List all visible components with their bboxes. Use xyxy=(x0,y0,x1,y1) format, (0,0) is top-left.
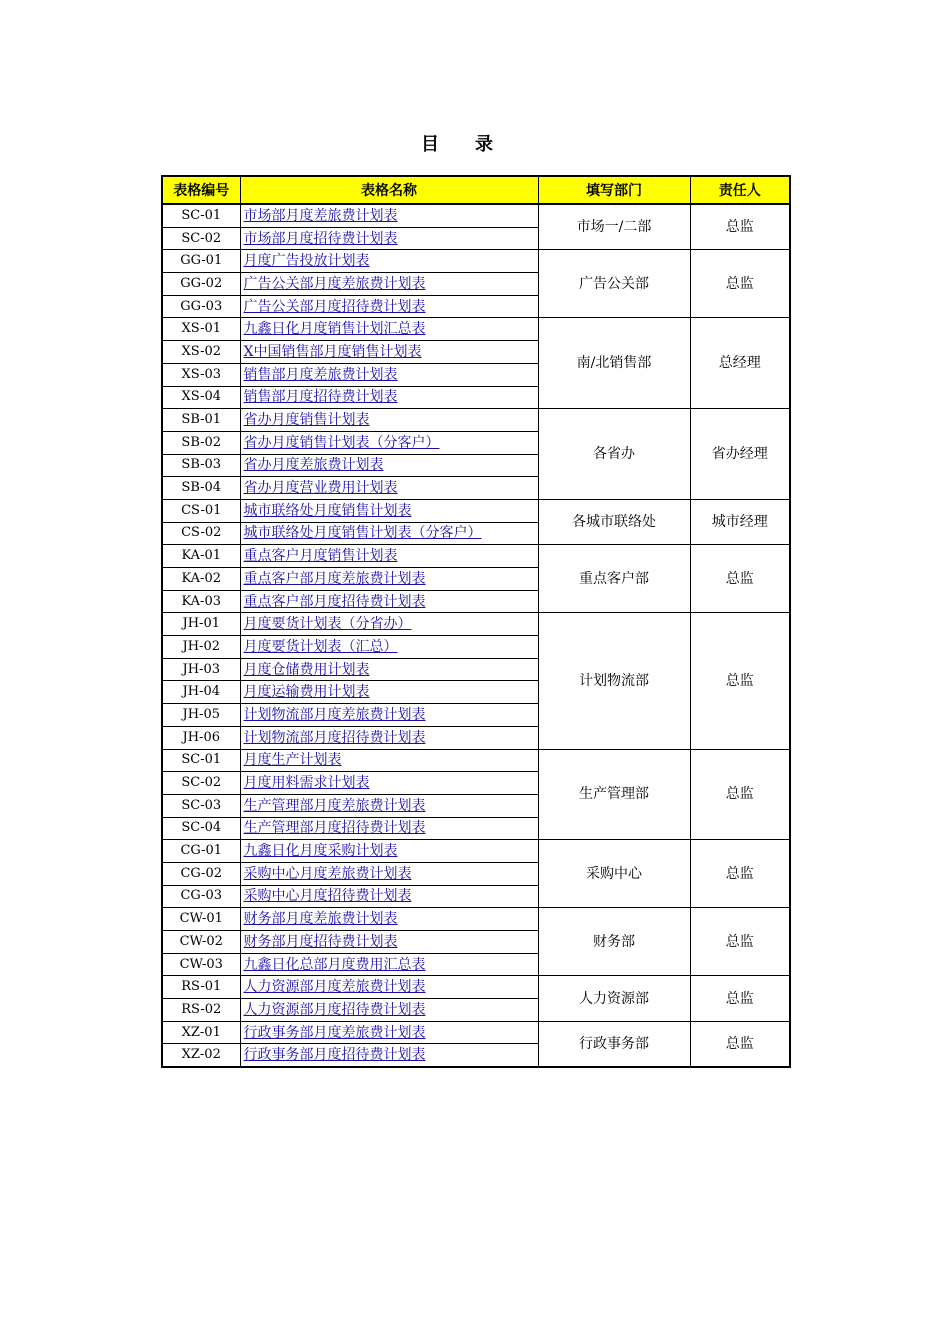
form-link[interactable]: X中国销售部月度销售计划表 xyxy=(243,343,422,360)
table-row xyxy=(162,908,790,931)
form-name-cell xyxy=(240,204,538,227)
form-link[interactable]: 市场部月度招待费计划表 xyxy=(243,230,398,247)
form-name-cell xyxy=(240,341,538,364)
form-code: SB-03 xyxy=(162,454,240,477)
page-title: 目录 xyxy=(421,134,529,155)
form-link[interactable]: 九鑫日化月度销售计划汇总表 xyxy=(243,321,426,338)
department-cell: 各城市联络处 xyxy=(538,499,690,544)
form-name-cell xyxy=(240,953,538,976)
form-code: XS-04 xyxy=(162,386,240,409)
department-cell: 市场一/二部 xyxy=(538,204,690,250)
owner-cell: 总监 xyxy=(690,749,790,840)
table-row xyxy=(162,545,790,568)
form-link[interactable]: 生产管理部月度招待费计划表 xyxy=(243,820,426,837)
form-name-cell xyxy=(240,681,538,704)
form-link[interactable]: 月度要货计划表（分省办） xyxy=(243,616,412,633)
form-name-cell xyxy=(240,613,538,636)
form-name-cell xyxy=(240,908,538,931)
form-link[interactable]: 人力资源部月度差旅费计划表 xyxy=(243,979,426,996)
table-row xyxy=(162,409,790,432)
owner-cell: 总监 xyxy=(690,613,790,749)
table-row xyxy=(162,749,790,772)
form-link[interactable]: 广告公关部月度差旅费计划表 xyxy=(243,275,426,292)
form-name-cell xyxy=(240,976,538,999)
form-name-cell xyxy=(240,885,538,908)
form-code: CG-02 xyxy=(162,862,240,885)
form-link[interactable]: 财务部月度招待费计划表 xyxy=(243,933,398,950)
form-link[interactable]: 计划物流部月度招待费计划表 xyxy=(243,729,426,746)
form-code: SC-02 xyxy=(162,227,240,250)
form-link[interactable]: 月度要货计划表（汇总） xyxy=(243,638,398,655)
table-row xyxy=(162,250,790,273)
form-name-cell xyxy=(240,409,538,432)
form-code: CW-03 xyxy=(162,953,240,976)
form-code: SB-01 xyxy=(162,409,240,432)
table-header-row xyxy=(162,176,790,204)
owner-cell: 总监 xyxy=(690,976,790,1021)
owner-cell: 总监 xyxy=(690,908,790,976)
form-link[interactable]: 人力资源部月度招待费计划表 xyxy=(243,1001,426,1018)
form-link[interactable]: 财务部月度差旅费计划表 xyxy=(243,911,398,928)
form-code: KA-01 xyxy=(162,545,240,568)
department-cell: 生产管理部 xyxy=(538,749,690,840)
form-code: XS-02 xyxy=(162,341,240,364)
department-cell: 财务部 xyxy=(538,908,690,976)
form-link[interactable]: 销售部月度招待费计划表 xyxy=(243,389,398,406)
form-name-cell xyxy=(240,363,538,386)
form-code: SC-03 xyxy=(162,794,240,817)
form-code: SB-02 xyxy=(162,431,240,454)
form-name-cell xyxy=(240,522,538,545)
table-row xyxy=(162,499,790,522)
form-name-cell xyxy=(240,318,538,341)
form-link[interactable]: 城市联络处月度销售计划表 xyxy=(243,502,412,519)
form-link[interactable]: 月度仓储费用计划表 xyxy=(243,661,370,678)
form-link[interactable]: 月度广告投放计划表 xyxy=(243,253,370,270)
owner-cell: 总监 xyxy=(690,250,790,318)
owner-cell: 总监 xyxy=(690,1021,790,1067)
department-cell: 广告公关部 xyxy=(538,250,690,318)
form-link[interactable]: 重点客户月度销售计划表 xyxy=(243,548,398,565)
owner-cell: 总监 xyxy=(690,545,790,613)
form-name-cell xyxy=(240,658,538,681)
form-code: CG-01 xyxy=(162,840,240,863)
form-link[interactable]: 省办月度差旅费计划表 xyxy=(243,457,384,474)
form-link[interactable]: 采购中心月度招待费计划表 xyxy=(243,888,412,905)
form-name-cell xyxy=(240,454,538,477)
department-cell: 采购中心 xyxy=(538,840,690,908)
department-cell: 行政事务部 xyxy=(538,1021,690,1067)
form-link[interactable]: 月度运输费用计划表 xyxy=(243,684,370,701)
form-link[interactable]: 省办月度营业费用计划表 xyxy=(243,480,398,497)
form-name-cell xyxy=(240,250,538,273)
form-code: RS-01 xyxy=(162,976,240,999)
form-link[interactable]: 重点客户部月度差旅费计划表 xyxy=(243,570,426,587)
form-name-cell xyxy=(240,273,538,296)
form-code: CW-01 xyxy=(162,908,240,931)
form-code: CG-03 xyxy=(162,885,240,908)
form-name-cell xyxy=(240,999,538,1022)
form-name-cell xyxy=(240,1021,538,1044)
form-link[interactable]: 月度用料需求计划表 xyxy=(243,775,370,792)
form-code: SC-01 xyxy=(162,749,240,772)
table-row xyxy=(162,1021,790,1044)
form-code: XZ-02 xyxy=(162,1044,240,1067)
form-code: GG-02 xyxy=(162,273,240,296)
owner-cell: 城市经理 xyxy=(690,499,790,544)
form-link[interactable]: 市场部月度差旅费计划表 xyxy=(243,207,398,224)
form-link[interactable]: 城市联络处月度销售计划表（分客户） xyxy=(243,525,482,542)
form-name-cell xyxy=(240,749,538,772)
form-name-cell xyxy=(240,545,538,568)
form-name-cell xyxy=(240,1044,538,1067)
form-code: JH-01 xyxy=(162,613,240,636)
toc-table xyxy=(161,175,791,1068)
form-link[interactable]: 重点客户部月度招待费计划表 xyxy=(243,593,426,610)
form-name-cell xyxy=(240,862,538,885)
form-link[interactable]: 销售部月度差旅费计划表 xyxy=(243,366,398,383)
form-link[interactable]: 九鑫日化月度采购计划表 xyxy=(243,843,398,860)
form-code: JH-04 xyxy=(162,681,240,704)
form-code: SB-04 xyxy=(162,477,240,500)
form-name-cell xyxy=(240,704,538,727)
form-link[interactable]: 省办月度销售计划表（分客户） xyxy=(243,434,440,451)
form-link[interactable]: 九鑫日化总部月度费用汇总表 xyxy=(243,956,426,973)
form-code: XZ-01 xyxy=(162,1021,240,1044)
form-name-cell xyxy=(240,499,538,522)
header-name: 表格名称 xyxy=(240,176,538,204)
form-link[interactable]: 行政事务部月度差旅费计划表 xyxy=(243,1024,426,1041)
form-name-cell xyxy=(240,772,538,795)
form-code: GG-03 xyxy=(162,295,240,318)
owner-cell: 总监 xyxy=(690,204,790,250)
header-code: 表格编号 xyxy=(162,176,240,204)
form-code: SC-02 xyxy=(162,772,240,795)
department-cell: 南/北销售部 xyxy=(538,318,690,409)
form-name-cell xyxy=(240,477,538,500)
department-cell: 各省办 xyxy=(538,409,690,500)
form-code: GG-01 xyxy=(162,250,240,273)
form-code: KA-03 xyxy=(162,590,240,613)
form-name-cell xyxy=(240,227,538,250)
form-link[interactable]: 生产管理部月度差旅费计划表 xyxy=(243,797,426,814)
form-code: CS-01 xyxy=(162,499,240,522)
table-row xyxy=(162,204,790,227)
form-link[interactable]: 广告公关部月度招待费计划表 xyxy=(243,298,426,315)
owner-cell: 省办经理 xyxy=(690,409,790,500)
form-name-cell xyxy=(240,726,538,749)
form-name-cell xyxy=(240,931,538,954)
form-link[interactable]: 省办月度销售计划表 xyxy=(243,412,370,429)
owner-cell: 总监 xyxy=(690,840,790,908)
owner-cell: 总经理 xyxy=(690,318,790,409)
table-row xyxy=(162,318,790,341)
form-code: CS-02 xyxy=(162,522,240,545)
department-cell: 计划物流部 xyxy=(538,613,690,749)
form-name-cell xyxy=(240,636,538,659)
form-name-cell xyxy=(240,386,538,409)
header-owner: 责任人 xyxy=(690,176,790,204)
table-row xyxy=(162,613,790,636)
table-row xyxy=(162,840,790,863)
form-code: KA-02 xyxy=(162,568,240,591)
department-cell: 人力资源部 xyxy=(538,976,690,1021)
form-name-cell xyxy=(240,431,538,454)
form-code: RS-02 xyxy=(162,999,240,1022)
form-link[interactable]: 行政事务部月度招待费计划表 xyxy=(243,1047,426,1064)
form-code: JH-05 xyxy=(162,704,240,727)
form-name-cell xyxy=(240,794,538,817)
form-code: CW-02 xyxy=(162,931,240,954)
form-name-cell xyxy=(240,295,538,318)
form-code: XS-03 xyxy=(162,363,240,386)
form-code: SC-01 xyxy=(162,204,240,227)
form-name-cell xyxy=(240,840,538,863)
form-name-cell xyxy=(240,817,538,840)
header-dept: 填写部门 xyxy=(538,176,690,204)
department-cell: 重点客户部 xyxy=(538,545,690,613)
form-link[interactable]: 计划物流部月度差旅费计划表 xyxy=(243,706,426,723)
form-name-cell xyxy=(240,568,538,591)
form-link[interactable]: 月度生产计划表 xyxy=(243,752,342,769)
form-name-cell xyxy=(240,590,538,613)
table-row xyxy=(162,976,790,999)
form-code: JH-03 xyxy=(162,658,240,681)
form-code: JH-02 xyxy=(162,636,240,659)
form-code: XS-01 xyxy=(162,318,240,341)
form-code: SC-04 xyxy=(162,817,240,840)
form-link[interactable]: 采购中心月度差旅费计划表 xyxy=(243,865,412,882)
form-code: JH-06 xyxy=(162,726,240,749)
